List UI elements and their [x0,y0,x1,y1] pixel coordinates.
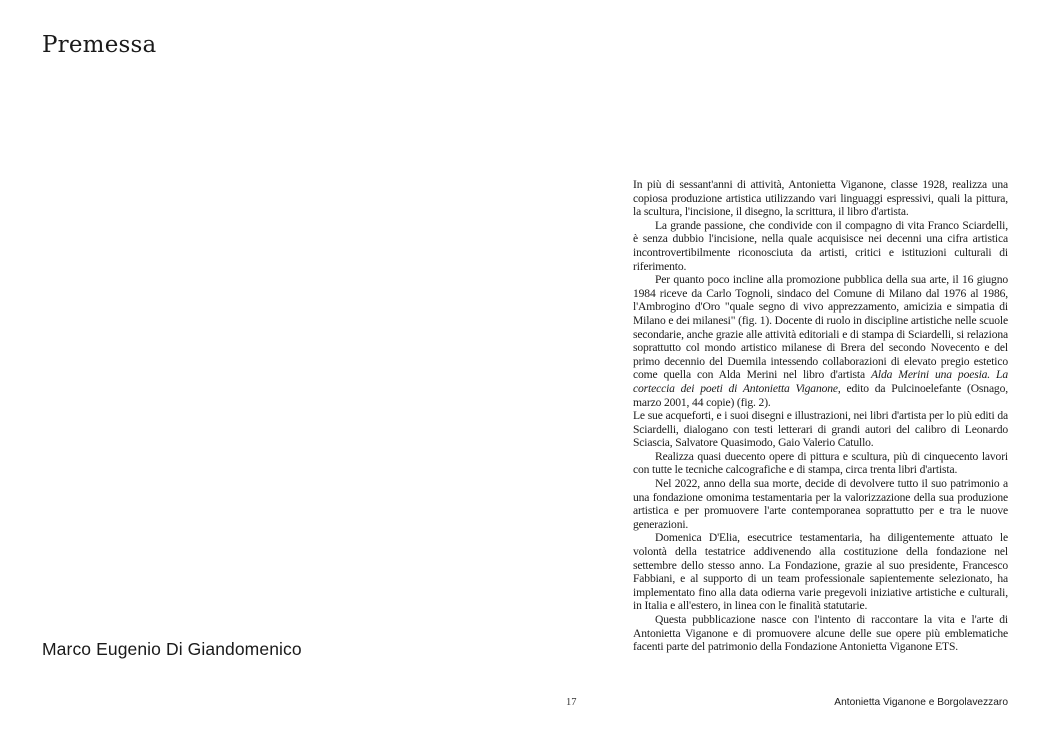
running-footer: Antonietta Viganone e Borgolavezzaro [834,697,1008,708]
paragraph-3 [633,273,1008,409]
book-title-italic: Alda Merini una poesia. La corteccia dei poeti di Antonietta Viganone [633,368,1009,395]
paragraph-2: La grande passione, che condivide con il compagno di vita Franco Sciardelli, è senza dubbio l'incisione, nella quale acquisisce nei decenni una cifra artistica incontrovertibilmente riconosciuta da artisti, critici e istituzioni culturali di riferimento. [633,218,1008,273]
paragraph-4: Realizza quasi duecento opere di pittura e scultura, più di cinquecento lavori con tutte le tecniche calcografiche e di stampa, circa trenta libri d'artista. [633,449,1008,477]
author-name: Marco Eugenio Di Giandomenico [42,639,302,659]
paragraph-1: In più di sessant'anni di attività, Antonietta Viganone, classe 1928, realizza una copiosa produzione artistica utilizzando vari linguaggi espressivi, quali la pittura, la scultura, l'incisione, il disegno, la scrittura, il libro d'artista. [633,178,1008,219]
paragraph-3-text-b: , edito da Pulcinoelefante (Osnago, marzo 2001, 44 copie) (fig. 2). [633,381,1008,409]
body-text [633,178,1008,654]
paragraph-3-text-a: Per quanto poco incline alla promozione pubblica della sua arte, il 16 giugno 1984 riceve da Carlo Tognoli, sindaco del Comune di Milano dal 1976 al 1986, l'Ambrogino d'Oro "quale segno di vivo apprezzamento, amicizia e simpatia di Milano e dei milanesi" (fig. 1). Docente di ruolo in discipline artistiche nelle scuole secondarie, anche grazie alle attività editoriali e di stampa di Sciardelli, si relaziona soprattutto col mondo artistico milanese di Brera del secondo Novecento e del primo decennio del Duemila intessendo collaborazioni di elevato pregio estetico come quella con Alda Merini nel libro d'artista [633,273,1008,382]
paragraph-5: Nel 2022, anno della sua morte, decide di devolvere tutto il suo patrimonio a una fondazione omonima testamentaria per la valorizzazione della sua produzione artistica e per promuovere l'arte contemporanea soprattutto per e tra le nuove generazioni. [633,477,1008,531]
paragraph-3-continued: Le sue acqueforti, e i suoi disegni e illustrazioni, nei libri d'artista per lo più editi da Sciardelli, dialogano con testi letterari di grandi autori del calibro di Leonardo Sciascia, Salvatore Quasimodo, Gaio Valerio Catullo. [633,409,1008,450]
paragraph-7: Questa pubblicazione nasce con l'intento di raccontare la vita e l'arte di Antonietta Viganone e di promuovere alcune delle sue opere più emblematiche facenti parte del patrimonio della Fondazione Antonietta Viganone ETS. [633,613,1008,654]
page-number: 17 [566,697,577,708]
paragraph-6: Domenica D'Elia, esecutrice testamentaria, ha diligentemente attuato le volontà della testatrice addivenendo alla costituzione della fondazione nel settembre dello stesso anno. La Fondazione, grazie al suo presidente, Francesco Fabbiani, e al supporto di un team professionale sapientemente selezionato, ha implementato fino alla data odierna varie pregevoli iniziative artistiche e culturali, in Italia e all'estero, in linea con le finalità statutarie. [633,531,1008,613]
page-title: Premessa [42,32,157,58]
